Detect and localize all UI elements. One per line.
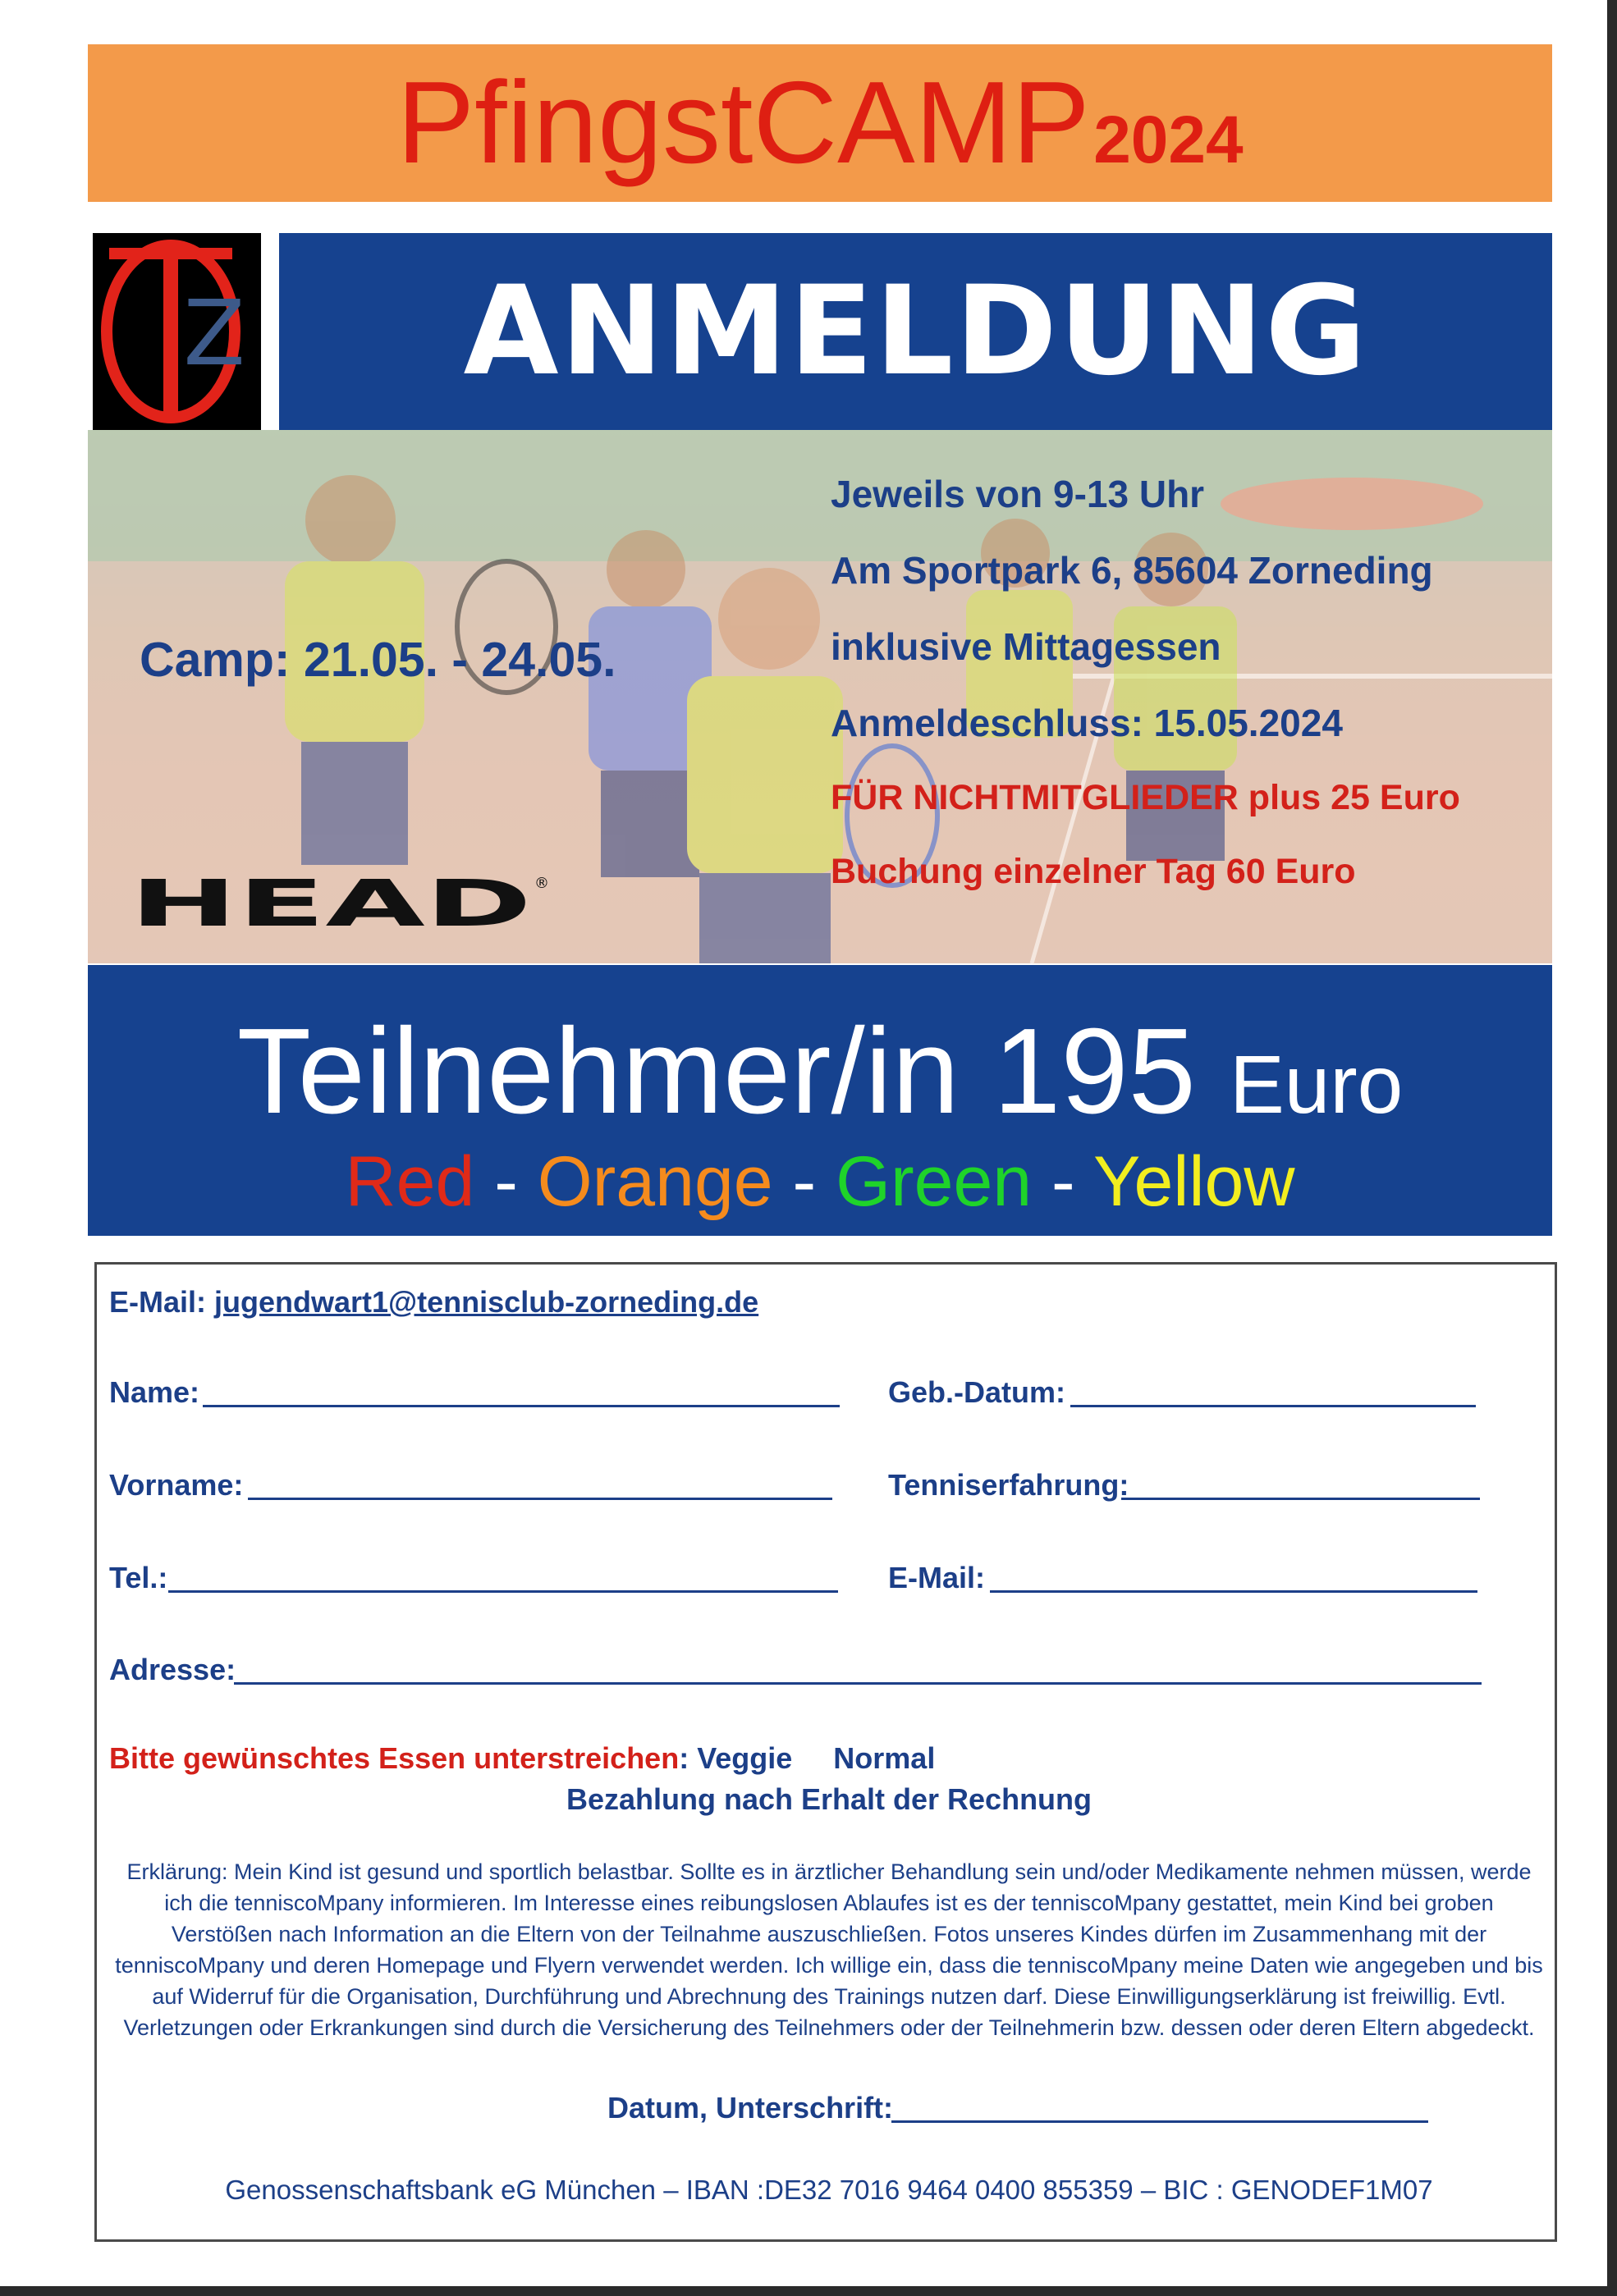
logo-letter: Z: [183, 281, 245, 386]
contact-email-link[interactable]: jugendwart1@tennisclub-zorneding.de: [214, 1285, 759, 1319]
level-orange: Orange: [537, 1142, 773, 1221]
experience-label: Tenniserfahrung:: [888, 1468, 1129, 1502]
signature-field[interactable]: [891, 2120, 1428, 2123]
info-time: Jeweils von 9-13 Uhr: [831, 473, 1205, 515]
head-logo: [130, 867, 549, 942]
food-normal[interactable]: Normal: [833, 1741, 936, 1775]
title-year: 2024: [1093, 103, 1244, 177]
payment-note: Bezahlung nach Erhalt der Rechnung: [566, 1782, 1093, 1816]
level-sep-3: -: [1051, 1142, 1075, 1221]
level-sep-2: -: [792, 1142, 817, 1221]
name-label: Name:: [109, 1375, 200, 1409]
experience-field[interactable]: [1121, 1498, 1480, 1500]
price-label: Teilnehmer/in 195: [236, 1004, 1196, 1139]
price-box: [88, 965, 1552, 1236]
email-label: E-Mail:: [888, 1561, 986, 1594]
birthdate-label: Geb.-Datum:: [888, 1375, 1065, 1409]
address-label: Adresse:: [109, 1653, 236, 1686]
level-yellow: Yellow: [1093, 1142, 1295, 1221]
declaration-line: tenniscoMpany und deren Homepage und Flyern verwendet werden. Ich willige ein, dass die tenniscoMpany meine Daten wie angegeben und bis: [115, 1953, 1543, 1978]
firstname-label: Vorname:: [109, 1468, 244, 1502]
firstname-field[interactable]: [248, 1498, 832, 1500]
name-field[interactable]: [203, 1405, 840, 1407]
declaration-line: Verletzungen oder Erkrankungen sind durch die Versicherung des Teilnehmers oder der Teilnehmerin bzw. dessen oder deren Eltern abgedeckt.: [123, 2015, 1535, 2040]
food-colon: :: [679, 1741, 689, 1775]
price-line: [88, 998, 1552, 1159]
bank-details: Genossenschaftsbank eG München – IBAN :DE32 7016 9464 0400 855359 – BIC : GENODEF1M07: [225, 2175, 1433, 2205]
declaration-line: Erklärung: Mein Kind ist gesund und sportlich belastbar. Sollte es in ärztlicher Behandlung sein und/oder Medikamente nehmen müssen, werde: [126, 1859, 1532, 1884]
food-choice: [109, 1741, 935, 1776]
level-line: [88, 1141, 1552, 1223]
head-logo-mark: ®: [534, 875, 549, 892]
banner-anmeldung: ANMELDUNG: [279, 233, 1552, 430]
title-main: PfingstCAMP: [396, 57, 1090, 188]
declaration-line: ich die tenniscoMpany informieren. Im Interesse eines reibungslosen Ablaufes ist es der tenniscoMpany gestattet, mein Kind bei groben: [164, 1891, 1494, 1915]
level-green: Green: [836, 1142, 1033, 1221]
food-veggie[interactable]: Veggie: [697, 1741, 793, 1775]
camp-dates: Camp: 21.05. - 24.05.: [140, 633, 616, 687]
phone-label: Tel.:: [109, 1561, 168, 1594]
email-field[interactable]: [990, 1590, 1477, 1593]
title-bar: [88, 44, 1552, 202]
food-prompt: Bitte gewünschtes Essen unterstreichen: [109, 1741, 680, 1775]
info-lunch: inklusive Mittagessen: [831, 625, 1221, 668]
info-deadline: Anmeldeschluss: 15.05.2024: [831, 702, 1343, 744]
birthdate-field[interactable]: [1070, 1405, 1476, 1407]
declaration: [115, 1856, 1543, 2043]
declaration-line: Verstößen nach Information an die Eltern von der Teilnahme auszuschließen. Fotos unseres Kindes dürfen im Zusammenhang mit der: [171, 1922, 1487, 1946]
phone-field[interactable]: [168, 1590, 838, 1593]
club-logo: [93, 233, 261, 430]
info-address: Am Sportpark 6, 85604 Zorneding: [831, 549, 1433, 592]
info-nonmember: FÜR NICHTMITGLIEDER plus 25 Euro: [831, 778, 1460, 817]
address-field[interactable]: [234, 1682, 1482, 1685]
info-single-day: Buchung einzelner Tag 60 Euro: [831, 852, 1356, 891]
price-currency: Euro: [1230, 1039, 1404, 1131]
level-red: Red: [345, 1142, 475, 1221]
contact-email: [109, 1285, 758, 1320]
signature-label: Datum, Unterschrift:: [607, 2091, 894, 2124]
contact-email-label: E-Mail:: [109, 1285, 207, 1319]
level-sep-1: -: [494, 1142, 518, 1221]
head-logo-text: HEAD: [130, 867, 532, 942]
declaration-line: auf Widerruf für die Organisation, Durchführung und Abrechnung des Trainings nutzen darf. Diese Einwilligungserklärung ist freiwillig. Evtl.: [152, 1984, 1506, 2009]
